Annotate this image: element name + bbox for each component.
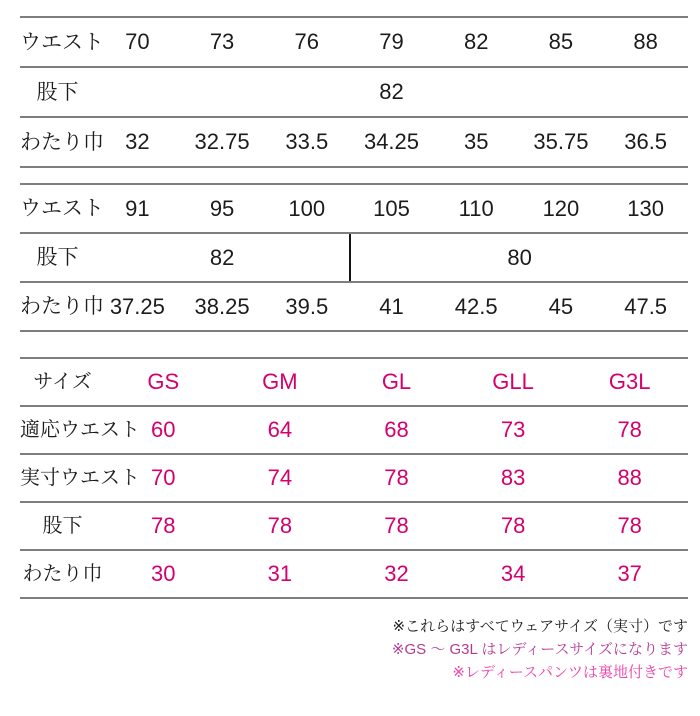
thigh-width-value: 36.5 xyxy=(624,129,668,154)
inseam-value: 78 xyxy=(617,513,642,538)
size-table-ladies xyxy=(20,357,688,599)
thigh-width-value: 39.5 xyxy=(285,293,329,319)
thigh-width-value: 42.5 xyxy=(454,293,498,319)
table-row-inseam xyxy=(20,68,688,118)
waist-value: 91 xyxy=(125,195,150,221)
actual-waist-value: 70 xyxy=(151,465,176,490)
size-chart-page xyxy=(0,16,700,716)
thigh-width-value: 34 xyxy=(500,561,526,586)
inseam-value: 78 xyxy=(267,513,293,538)
table-row-size xyxy=(20,359,688,407)
footnote-ladies-lining: ※レディースパンツは裏地付きです xyxy=(452,664,688,681)
row-label-inseam: 股下 xyxy=(36,80,79,104)
row-label-waist: ウエスト xyxy=(20,30,104,54)
waist-value: 82 xyxy=(463,29,489,54)
thigh-width-value: 32 xyxy=(384,561,409,586)
thigh-width-value: 34.25 xyxy=(363,129,420,154)
waist-value: 120 xyxy=(542,195,580,221)
table-row-thigh-width xyxy=(20,118,688,168)
waist-value: 110 xyxy=(458,195,494,221)
footnote-wear-size: ※これらはすべてウェアサイズ（実寸）です xyxy=(392,618,688,635)
size-code: G3L xyxy=(608,369,651,394)
thigh-width-value: 38.25 xyxy=(194,293,250,319)
waist-value: 100 xyxy=(288,195,326,221)
waist-value: 79 xyxy=(379,29,404,54)
table-row-actual-waist xyxy=(20,455,688,503)
actual-waist-value: 74 xyxy=(267,465,293,490)
fit-waist-value: 68 xyxy=(384,417,409,442)
waist-value: 130 xyxy=(627,195,664,221)
table-row-thigh-width xyxy=(20,283,688,332)
footnote-ladies-sizes: ※GS ～ G3L はレディースサイズになります xyxy=(391,641,688,658)
actual-waist-value: 83 xyxy=(500,465,526,490)
waist-value: 95 xyxy=(209,195,235,221)
thigh-width-value: 37 xyxy=(617,561,642,586)
fit-waist-value: 73 xyxy=(500,417,526,442)
waist-value: 73 xyxy=(209,29,235,54)
inseam-value-span: 82 xyxy=(379,79,404,104)
inseam-value-right-span: 80 xyxy=(349,234,688,281)
thigh-width-value: 32.75 xyxy=(194,129,250,154)
row-label-actual-waist: 実寸ウエスト xyxy=(20,467,140,489)
inseam-value: 78 xyxy=(500,513,526,538)
table-row-inseam-split xyxy=(20,234,688,283)
table-row-inseam xyxy=(20,503,688,551)
row-label-thigh-width: わたり巾 xyxy=(20,130,104,154)
size-code: GM xyxy=(262,369,298,394)
footnotes xyxy=(0,615,700,684)
thigh-width-value: 35.75 xyxy=(533,129,589,154)
row-label-thigh-width: わたり巾 xyxy=(20,295,104,318)
waist-value: 85 xyxy=(548,29,574,54)
thigh-width-value: 31 xyxy=(267,561,293,586)
table-row-waist xyxy=(20,18,688,68)
waist-value: 105 xyxy=(373,195,410,221)
row-label-inseam: 股下 xyxy=(42,515,83,537)
table-row-thigh-width xyxy=(20,551,688,599)
table-row-fit-waist xyxy=(20,407,688,455)
row-label-fit-waist: 適応ウエスト xyxy=(20,419,140,441)
thigh-width-value: 45 xyxy=(548,293,574,319)
fit-waist-value: 64 xyxy=(267,417,293,442)
inseam-value-left-span: 82 xyxy=(209,244,235,270)
waist-value: 70 xyxy=(125,29,150,54)
inseam-value: 78 xyxy=(151,513,176,538)
size-table-waist-91-130 xyxy=(20,183,688,332)
inseam-value: 78 xyxy=(384,513,409,538)
thigh-width-value: 30 xyxy=(151,561,176,586)
waist-value: 76 xyxy=(294,29,320,54)
actual-waist-value: 88 xyxy=(617,465,642,490)
thigh-width-value: 47.5 xyxy=(624,293,668,319)
size-table-waist-70-88 xyxy=(20,16,688,168)
size-code: GL xyxy=(381,369,412,394)
thigh-width-value: 37.25 xyxy=(109,293,165,319)
waist-value: 88 xyxy=(633,29,658,54)
actual-waist-value: 78 xyxy=(384,465,409,490)
row-label-inseam: 股下 xyxy=(36,246,79,269)
thigh-width-value: 33.5 xyxy=(285,129,329,154)
row-label-thigh-width: わたり巾 xyxy=(22,563,103,585)
table-row-waist xyxy=(20,185,688,234)
thigh-width-value: 32 xyxy=(125,129,150,154)
row-label-waist: ウエスト xyxy=(20,197,104,220)
thigh-width-value: 35 xyxy=(463,129,489,154)
fit-waist-value: 78 xyxy=(617,417,642,442)
thigh-width-value: 41 xyxy=(379,293,404,319)
size-code: GS xyxy=(147,369,180,394)
fit-waist-value: 60 xyxy=(151,417,176,442)
row-label-size: サイズ xyxy=(33,371,92,393)
size-code: GLL xyxy=(492,369,534,394)
